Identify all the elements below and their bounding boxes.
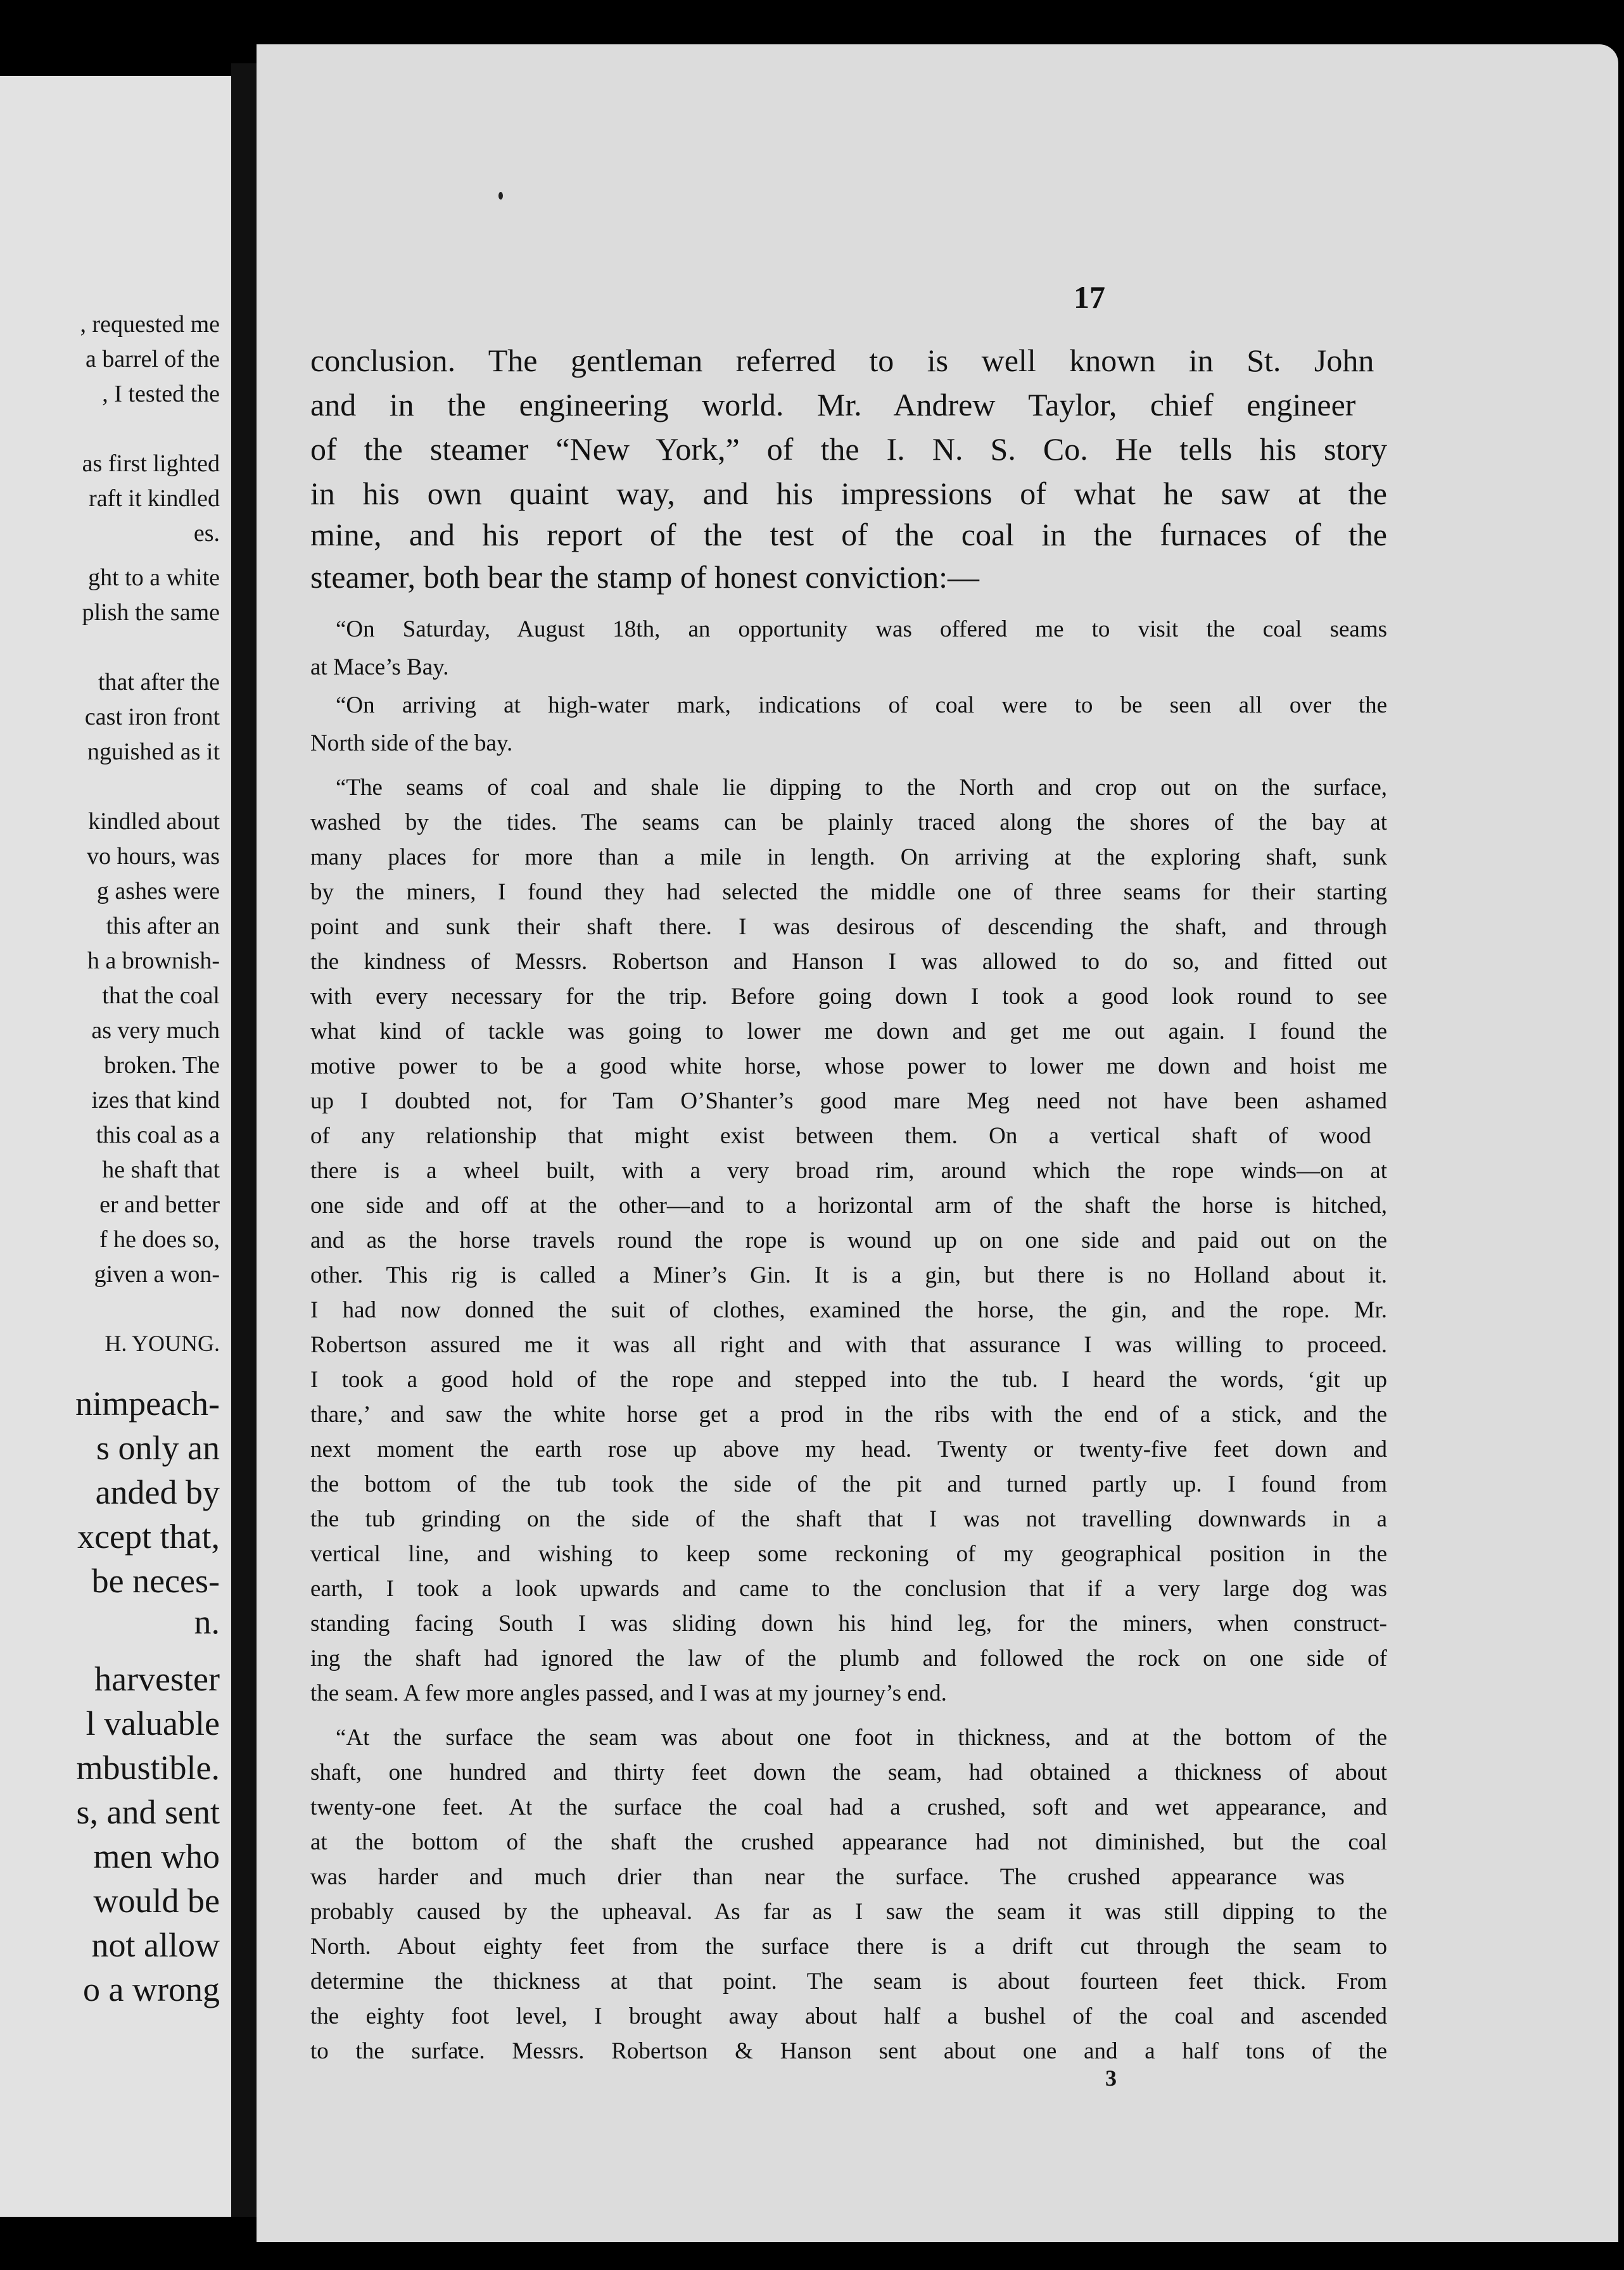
quoted-text-line: the kindness of Messrs. Robertson and Hanson I was allowed to do so, and fitted out <box>310 949 1387 975</box>
facing-page-line: raft it kindled <box>89 485 220 512</box>
facing-page-line: men who <box>93 1837 220 1875</box>
facing-page-line: h a brownish- <box>87 948 220 974</box>
intro-text-line: steamer, both bear the stamp of honest conviction:— <box>310 559 980 595</box>
quoted-text-line: at Mace’s Bay. <box>310 654 449 680</box>
facing-page-line: l valuable <box>86 1704 220 1742</box>
facing-page-line: be neces- <box>91 1562 220 1600</box>
quoted-text-line: motive power to be a good white horse, whose power to lower me down and hoist me <box>310 1053 1387 1079</box>
quoted-text-line: North side of the bay. <box>310 730 513 756</box>
facing-page-line: es. <box>193 520 220 547</box>
quoted-text-line: shaft, one hundred and thirty feet down the seam, had obtained a thickness of about <box>310 1760 1387 1785</box>
quoted-text-line: next moment the earth rose up above my head. Twenty or twenty-five feet down and <box>310 1436 1387 1462</box>
facing-page-line: a barrel of the <box>85 346 220 372</box>
facing-page-line: s only an <box>96 1429 220 1467</box>
facing-page-line: he shaft that <box>102 1157 220 1183</box>
facing-page-line: , requested me <box>80 311 220 338</box>
quoted-text-line: many places for more than a mile in length. On arriving at the exploring shaft, sunk <box>310 844 1387 870</box>
facing-page-line: izes that kind <box>91 1087 220 1113</box>
facing-page-line: not allow <box>91 1926 220 1964</box>
quoted-text-line: thare,’ and saw the white horse get a prod in the ribs with the end of a stick, and the <box>310 1402 1387 1428</box>
quoted-text-line: was harder and much drier than near the surface. The crushed appearance was <box>310 1864 1345 1890</box>
intro-text-line: conclusion. The gentleman referred to is well known in St. John <box>310 343 1374 378</box>
intro-text-line: and in the engineering world. Mr. Andrew Taylor, chief engineer <box>310 387 1356 422</box>
facing-page-line: plish the same <box>82 599 220 626</box>
quoted-text-line: one side and off at the other—and to a horizontal arm of the shaft the horse is hitched, <box>310 1193 1387 1219</box>
quoted-text-line: of any relationship that might exist between them. On a vertical shaft of wood <box>310 1123 1371 1149</box>
facing-page-line: H. YOUNG. <box>105 1331 220 1356</box>
facing-page-line: nimpeach- <box>75 1385 220 1423</box>
quoted-text-line: vertical line, and wishing to keep some reckoning of my geographical position in the <box>310 1541 1387 1567</box>
facing-page-line: mbustible. <box>76 1749 220 1787</box>
facing-page-line: nguished as it <box>87 739 220 765</box>
page-number: 17 <box>1074 279 1105 315</box>
facing-page-line: g ashes were <box>96 878 220 904</box>
quoted-text-line: the eighty foot level, I brought away about half a bushel of the coal and ascended <box>310 2003 1387 2029</box>
facing-page-line: as very much <box>91 1017 220 1044</box>
ink-speck <box>498 192 503 200</box>
quoted-text-line: standing facing South I was sliding down his hind leg, for the miners, when construct- <box>310 1611 1387 1637</box>
quoted-text-line: there is a wheel built, with a very broad rim, around which the rope winds—on at <box>310 1158 1387 1184</box>
facing-page-line: that the coal <box>102 982 220 1009</box>
facing-page-line: s, and sent <box>76 1793 220 1831</box>
facing-page-line: xcept that, <box>77 1518 220 1556</box>
facing-page-line: as first lighted <box>82 450 220 477</box>
facing-page-line: kindled about <box>88 808 220 835</box>
facing-page-line: anded by <box>95 1473 220 1511</box>
quoted-text-line: twenty-one feet. At the surface the coal had a crushed, soft and wet appearance, and <box>310 1794 1387 1820</box>
facing-page-line: f he does so, <box>99 1226 220 1253</box>
quoted-text-line: Robertson assured me it was all right and with that assurance I was willing to proceed. <box>310 1332 1387 1358</box>
quoted-text-line: probably caused by the upheaval. As far as I saw the seam it was still dipping to the <box>310 1899 1387 1925</box>
intro-text-line: mine, and his report of the test of the coal in the furnaces of the <box>310 517 1387 552</box>
signature-mark: 3 <box>1105 2065 1117 2091</box>
quoted-text-line: and as the horse travels round the rope is wound up on one side and paid out on the <box>310 1227 1387 1253</box>
facing-page-line: vo hours, was <box>86 843 220 870</box>
quoted-text-line: the seam. A few more angles passed, and I was at my journey’s end. <box>310 1680 947 1706</box>
quoted-text-line: the bottom of the tub took the side of the pit and turned partly up. I found from <box>310 1471 1387 1497</box>
book-gutter <box>231 63 257 2217</box>
quoted-text-line: “At the surface the seam was about one foot in thickness, and at the bottom of the <box>336 1725 1387 1751</box>
intro-text-line: in his own quaint way, and his impressions of what he saw at the <box>310 476 1387 511</box>
quoted-text-line: determine the thickness at that point. The seam is about fourteen feet thick. From <box>310 1969 1387 1994</box>
facing-page-line: this after an <box>106 913 220 939</box>
facing-page-line: would be <box>93 1882 220 1920</box>
facing-page-line: , I tested the <box>102 381 220 407</box>
quoted-text-line: what kind of tackle was going to lower me down and get me out again. I found the <box>310 1018 1387 1044</box>
quoted-text-line: the tub grinding on the side of the shaft that I was not travelling downwards in a <box>310 1506 1387 1532</box>
quoted-text-line: “On arriving at high-water mark, indications of coal were to be seen all over the <box>336 692 1387 718</box>
intro-text-line: of the steamer “New York,” of the I. N. S. Co. He tells his story <box>310 431 1387 467</box>
facing-page-line: o a wrong <box>83 1970 220 2008</box>
quoted-text-line: I had now donned the suit of clothes, examined the horse, the gin, and the rope. Mr. <box>310 1297 1387 1323</box>
quoted-text-line: point and sunk their shaft there. I was desirous of descending the shaft, and through <box>310 914 1387 940</box>
facing-page-line: n. <box>194 1603 220 1641</box>
quoted-text-line: with every necessary for the trip. Before going down I took a good look round to see <box>310 984 1387 1010</box>
facing-page-line: broken. The <box>104 1052 220 1079</box>
facing-page-line: harvester <box>94 1660 220 1698</box>
quoted-text-line: up I doubted not, for Tam O’Shanter’s good mare Meg need not have been ashamed <box>310 1088 1387 1114</box>
quoted-text-line: “On Saturday, August 18th, an opportunity was offered me to visit the coal seams <box>336 616 1387 642</box>
quoted-text-line: I took a good hold of the rope and stepped into the tub. I heard the words, ‘git up <box>310 1367 1387 1393</box>
facing-page-fragment <box>0 76 231 2217</box>
facing-page-line: that after the <box>98 669 220 695</box>
facing-page-line: cast iron front <box>84 704 220 730</box>
quoted-text-line: to the surface. Messrs. Robertson & Hanson sent about one and a half tons of the <box>310 2038 1387 2064</box>
page-17 <box>257 44 1618 2242</box>
quoted-text-line: at the bottom of the shaft the crushed appearance had not diminished, but the coal <box>310 1829 1387 1855</box>
facing-page-line: er and better <box>99 1191 220 1218</box>
quoted-text-line: ing the shaft had ignored the law of the plumb and followed the rock on one side of <box>310 1645 1387 1671</box>
quoted-text-line: other. This rig is called a Miner’s Gin. It is a gin, but there is no Holland about it. <box>310 1262 1387 1288</box>
quoted-text-line: earth, I took a look upwards and came to the conclusion that if a very large dog was <box>310 1576 1387 1602</box>
quoted-text-line: by the miners, I found they had selected the middle one of three seams for their starting <box>310 879 1387 905</box>
facing-page-line: this coal as a <box>96 1122 220 1148</box>
quoted-text-line: washed by the tides. The seams can be plainly traced along the shores of the bay at <box>310 809 1387 835</box>
facing-page-line: given a won- <box>94 1261 220 1288</box>
facing-page-line: ght to a white <box>88 564 220 591</box>
quoted-text-line: “The seams of coal and shale lie dipping to the North and crop out on the surface, <box>336 775 1387 801</box>
quoted-text-line: North. About eighty feet from the surface there is a drift cut through the seam to <box>310 1934 1387 1960</box>
